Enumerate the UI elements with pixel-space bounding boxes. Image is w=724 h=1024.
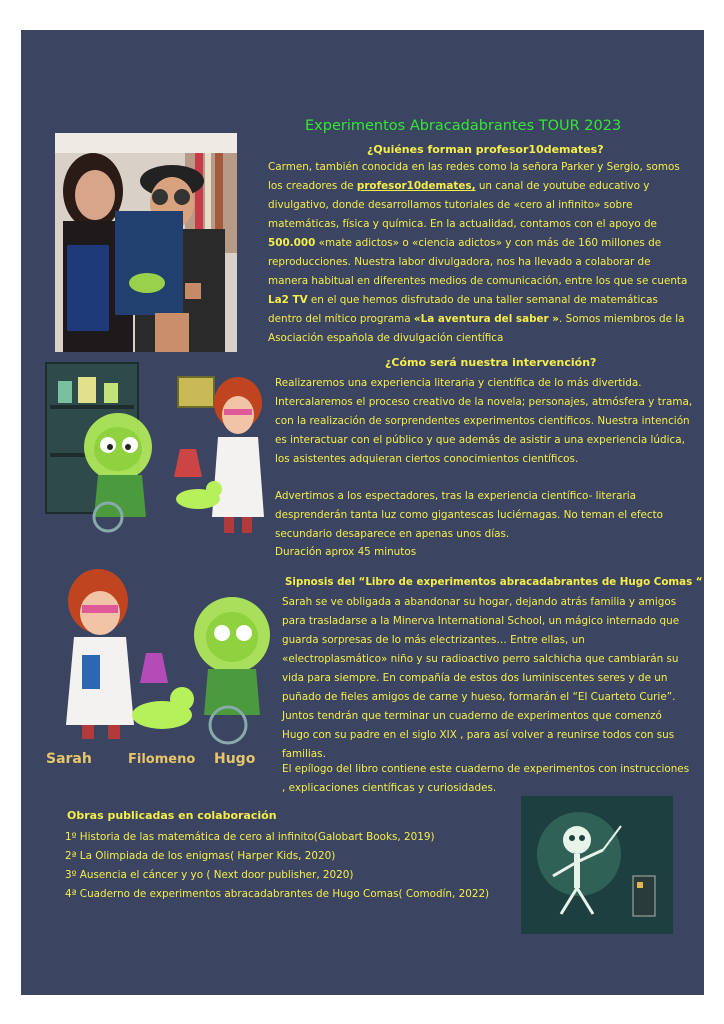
caption-filomeno: Filomeno — [128, 752, 196, 767]
caption-hugo: Hugo — [214, 751, 256, 767]
synopsis-heading: Sipnosis del “Libro de experimentos abracadabrantes de Hugo Comas “ — [285, 576, 703, 588]
synopsis-paragraph-1: Sarah se ve obligada a abandonar su hogar, dejando atrás familia y amigos para trasladarse a la Minerva International School, un mágico internado que guarda sorpresas de lo más electrizantes… Entre ellas, un «electroplasmático» niño y su radioactivo perro salchicha que cambiarán su vida para siempre. En compañía de estos dos luminiscentes seres y de un puñado de fieles amigos de carne y hueso, formarán el “El Cuarteto Curie”. Juntos tendrán que terminar un cuaderno de experimentos que comenzó Hugo con su padre en el siglo XIX , para así volver a reunirse todos con sus familias. — [282, 596, 680, 760]
intervention-paragraph-1: Realizaremos una experiencia literaria y científica de lo más divertida. Intercalaremos el proceso creativo de la novela; personajes, atmósfera y trama, con la realización de sorprendentes experimentos científicos. Nuestra intención es interactuar con el público y que además de asistir a una experiencia lúdica, los asistentes adquieran ciertos conocimientos científicos. — [275, 377, 693, 465]
works-item-3: 3º Ausencia el cáncer y yo ( Next door publisher, 2020) — [65, 869, 354, 881]
who-text-3: «mate adictos» o «ciencia adictos» y con más de 160 millones de reproducciones. Nuestra labor divulgadora, nos ha llevado a colaborar de manera habitual en diferentes medios de comunicación, entre los que se cuenta — [268, 237, 688, 287]
who-text-4: en el que hemos disfrutado de una taller semanal de matemáticas dentro del mítico programa — [268, 294, 658, 325]
channel-link[interactable]: profesor10demates, — [356, 180, 476, 192]
intervention-paragraph-2: Advertimos a los espectadores, tras la experiencia científico- literaria desprenderán tanta luz como gigantescas luciérnagas. No teman el efecto secundario desaparece en apenas unos días. — [275, 490, 664, 540]
intervention-heading: ¿Cómo será nuestra intervención? — [385, 356, 597, 369]
synopsis-paragraph-2: El epílogo del libro contiene este cuaderno de experimentos con instrucciones , explicaciones científicas y curiosidades. — [282, 763, 690, 794]
authors-photo — [55, 133, 237, 352]
followers-count: 500.000 — [268, 237, 316, 249]
caption-sarah: Sarah — [46, 751, 92, 767]
characters-illustration — [42, 565, 278, 770]
tv-channel: La2 TV — [268, 294, 308, 306]
works-heading: Obras publicadas en colaboración — [67, 809, 277, 822]
who-text-1: Carmen, también conocida en las redes como la señora Parker y Sergio, somos los creadores de — [268, 161, 680, 192]
works-item-2: 2ª La Olimpiada de los enigmas( Harper Kids, 2020) — [65, 850, 336, 862]
works-item-4: 4ª Cuaderno de experimentos abracadabrantes de Hugo Comas( Comodín, 2022) — [65, 888, 490, 900]
page-title: Experimentos Abracadabrantes TOUR 2023 — [305, 118, 622, 134]
lab-illustration — [38, 357, 268, 535]
works-item-1: 1º Historia de las matemática de cero al infinito(Galobart Books, 2019) — [65, 831, 435, 843]
who-text-2: un canal de youtube educativo y divulgativo, donde desarrollamos tutoriales de «cero al infinito» sobre matemáticas, física y química. En la actualidad, contamos con el apoyo de — [268, 180, 657, 230]
program-name: «La aventura del saber » — [413, 313, 560, 325]
who-paragraph — [268, 158, 688, 348]
intervention-duration: Duración aprox 45 minutos — [275, 546, 417, 558]
skeleton-illustration — [521, 796, 673, 934]
who-heading: ¿Quiénes forman profesor10demates? — [367, 143, 604, 156]
who-text-5: . Somos miembros de la Asociación española de divulgación científica — [268, 313, 685, 344]
